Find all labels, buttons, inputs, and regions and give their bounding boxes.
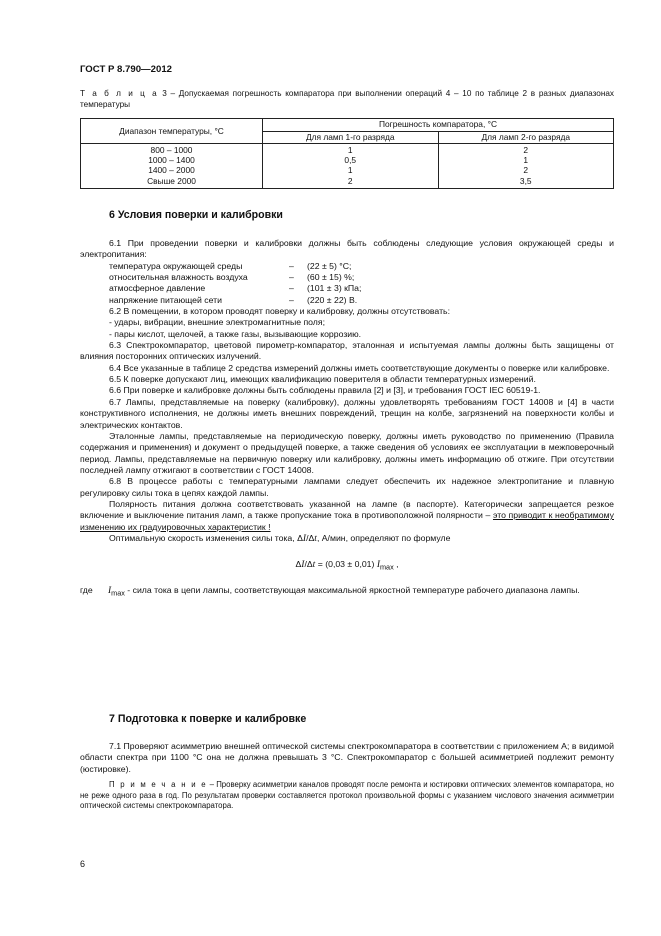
table-caption (80, 88, 614, 110)
clause-6-7-reference-lamps: Эталонные лампы, представляемые на периодическую поверку, должны иметь руководство по применению (Правила содержания и применения) и документ о предыдущей поверке, а также сведения об условиях ее эксплуатации в межповерочный период. Лампы, представляемые на первичную поверку или калибровку, должны иметь информацию об отжиге. При отсутствии последней лампу отжигают в соответствии с ГОСТ 14008. (80, 430, 614, 475)
section-6-body (80, 238, 614, 599)
formula: ΔI/Δt = (0,03 ± 0,01) $I_{max}$ , (295, 559, 399, 573)
polarity-text: Полярность питания должна соответствовать указанной на лампе (в паспорте). Категорически запрещается резкое включение и выключение питания ламп, а также пропускание тока в противоположной полярности – (80, 498, 614, 521)
table-row (81, 155, 614, 165)
section-6-title: 6 Условия поверки и калибровки (109, 209, 283, 221)
table-row (81, 165, 614, 175)
cell-lamp1: 1 (263, 144, 439, 156)
note-text: – Проверку асимметрии каналов проводят после ремонта и юстировки оптических элементов компаратора, но не реже одного раза в год. По результатам проверки составляется протокол произвольной формы с указанием числового значения асимметрии оптической системы спектрокомпаратора. (80, 780, 614, 811)
table-caption-label: Т а б л и ц а (80, 89, 159, 98)
cell-lamp2: 2 (438, 144, 614, 156)
document-header: ГОСТ Р 8.790—2012 (80, 64, 172, 75)
where-text: $I_{max}$ - сила тока в цепи лампы, соответствующая максимальной яркостной температуре рабочего диапазона лампы. (108, 585, 580, 599)
note-label: П р и м е ч а н и е (109, 780, 208, 789)
condition-value: (60 ± 15) %; (307, 272, 355, 283)
header-lamp-class-2: Для ламп 2-го разряда (438, 131, 614, 144)
rate-symbol: ΔI/Δt (297, 532, 317, 544)
condition-value: (220 ± 22) В. (307, 294, 358, 305)
clause-6-4: 6.4 Все указанные в таблице 2 средства измерений должны иметь соответствующие документы о поверке или калибровке. (109, 362, 610, 373)
clause-6-6: 6.6 При поверке и калибровке должны быть соблюдены правила [2] и [3], и требования ГОСТ IEC 60519-1. (109, 385, 541, 396)
condition-value: (101 ± 3) кПа; (307, 283, 362, 294)
condition-label: температура окружающей среды (109, 260, 243, 271)
clause-7-1: 7.1 Проверяют асимметрию внешней оптической системы спектрокомпаратора в соответствии с приложением А; в видимой области спектра при 1100 °С она не должна превышать 3 °С. Спектрокомпаратор с большей асимметрией подлежит ремонту (юстировке). (80, 741, 614, 774)
cell-range: Свыше 2000 (81, 176, 263, 189)
condition-dash: – (289, 260, 294, 271)
note (80, 780, 614, 812)
condition-label: напряжение питающей сети (109, 294, 222, 305)
cell-lamp1: 2 (263, 176, 439, 189)
condition-value: (22 ± 5) °С; (307, 260, 352, 271)
rate-text: Оптимальную скорость изменения силы тока, (109, 532, 298, 543)
condition-row (80, 295, 614, 306)
header-comparator-error: Погрешность компаратора, °С (263, 119, 614, 132)
cell-range: 1000 – 1400 (81, 155, 263, 165)
condition-row (80, 283, 614, 294)
rate-text-end: , А/мин, определяют по формуле (316, 532, 451, 543)
clause-6-5: 6.5 К поверке допускают лиц, имеющих квалификацию поверителя в области температурных измерений. (109, 374, 536, 385)
tolerance-table (80, 118, 614, 189)
cell-lamp2: 3,5 (438, 176, 614, 189)
clause-6-2-item-b: - пары кислот, щелочей, а также газы, вызывающие коррозию. (109, 328, 362, 339)
condition-dash: – (289, 272, 294, 283)
clause-6-8-polarity (80, 499, 614, 533)
table-row (81, 176, 614, 189)
table-caption-number: 3 (162, 89, 167, 98)
condition-dash: – (289, 294, 294, 305)
page-number: 6 (80, 859, 86, 869)
clause-6-1: 6.1 При проведении поверки и калибровки должны быть соблюдены следующие условия окружающей среды и электропитания: (80, 238, 614, 260)
condition-row (80, 272, 614, 283)
cell-lamp1: 1 (263, 165, 439, 175)
table-row (81, 144, 614, 156)
clause-6-2-item-a: - удары, вибрации, внешние электромагнитные поля; (109, 317, 325, 328)
cell-range: 1400 – 2000 (81, 165, 263, 175)
header-lamp-class-1: Для ламп 1-го разряда (263, 131, 439, 144)
section-7-body (80, 741, 614, 775)
cell-lamp2: 2 (438, 165, 614, 175)
clause-6-8-rate (80, 533, 614, 545)
section-7-title: 7 Подготовка к поверке и калибровке (109, 713, 307, 725)
formula-legend (80, 585, 614, 599)
cell-lamp2: 1 (438, 155, 614, 165)
clause-6-2: 6.2 В помещении, в котором проводят поверку и калибровку, должны отсутствовать: (109, 306, 450, 317)
clause-6-7: 6.7 Лампы, представляемые на поверку (калибровку), должны удовлетворять требованиям ГОСТ 14008 и [4] в части конструктивного исполнения, не должны иметь внешних повреждений, трещин на колбе, загрязнений на поверхности колбы и электрических контактов. (80, 396, 614, 430)
polarity-warning: это приводит к необратимому изменению их градуировочных характеристик ! (80, 510, 614, 532)
condition-label: относительная влажность воздуха (109, 272, 248, 283)
cell-lamp1: 0,5 (263, 155, 439, 165)
where-label: где (80, 585, 93, 596)
condition-dash: – (289, 283, 294, 294)
table-caption-text: – Допускаемая погрешность компаратора при выполнении операций 4 – 10 по таблице 2 в разных диапазонах температуры (80, 89, 615, 109)
cell-range: 800 – 1000 (81, 144, 263, 156)
header-temperature-range: Диапазон температуры, °С (81, 119, 263, 144)
condition-row (80, 261, 614, 272)
clause-6-3: 6.3 Спектрокомпаратор, цветовой пирометр-компаратор, эталонная и испытуемая лампы должны быть защищены от влияния посторонних оптических излучений. (80, 340, 614, 362)
clause-6-8: 6.8 В процессе работы с температурными лампами следует обеспечить их надежное электропитание и плавную регулировку силы тока в цепях каждой лампы. (80, 476, 614, 498)
condition-label: атмосферное давление (109, 283, 206, 294)
